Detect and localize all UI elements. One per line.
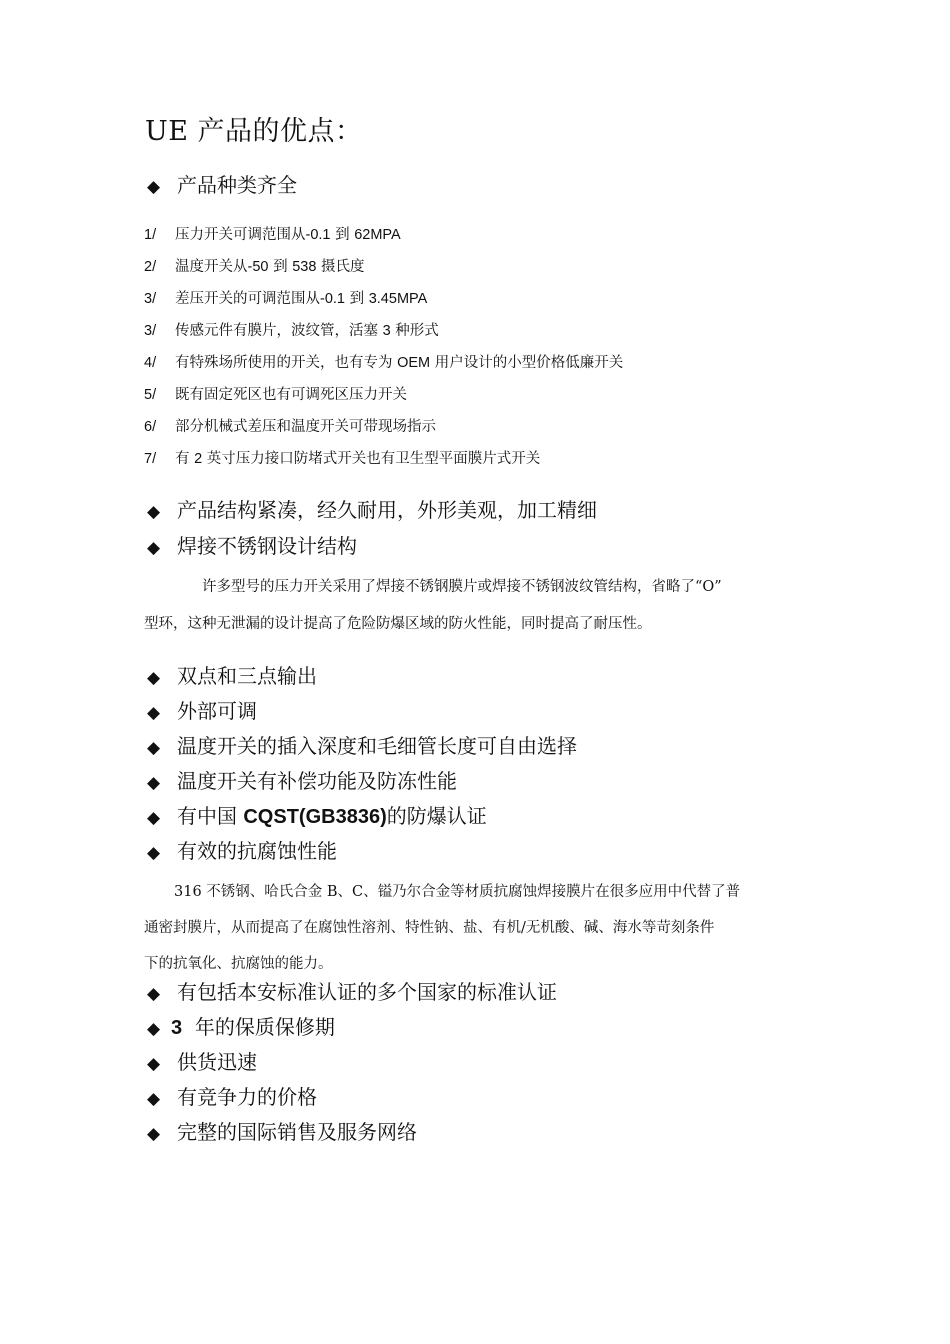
bullet-price: ◆ 有竞争力的价格: [147, 1082, 317, 1114]
list-item: 5/ 既有固定死区也有可调死区压力开关: [144, 387, 407, 403]
diamond-bullet-icon: ◆: [147, 177, 161, 197]
diamond-bullet-icon: ◆: [147, 1054, 161, 1074]
list-item: 4/ 有特殊场所使用的开关，也有专为 OEM 用户设计的小型价格低廉开关: [144, 355, 624, 371]
bullet-dual-output: ◆ 双点和三点输出: [147, 661, 317, 693]
bullet-external-adjust: ◆ 外部可调: [147, 696, 257, 728]
diamond-bullet-icon: ◆: [147, 1089, 161, 1109]
list-item: 1/ 压力开关可调范围从-0.1 到 62MPA: [144, 227, 401, 243]
paragraph-corrosion-line-2: 通密封膜片，从而提高了在腐蚀性溶剂、特性钠、盐、有机/无机酸、碱、海水等苛刻条件: [144, 920, 715, 936]
diamond-bullet-icon: ◆: [147, 808, 161, 828]
paragraph-corrosion-line-1: 316 不锈钢、哈氏合金 B、C、镒乃尔合金等材质抗腐蚀焊接膜片在很多应用中代替了普: [174, 884, 741, 900]
bullet-standards: ◆ 有包括本安标准认证的多个国家的标准认证: [147, 977, 557, 1009]
list-item: 3/ 传感元件有膜片，波纹管，活塞 3 种形式: [144, 323, 439, 339]
bullet-insertion-depth: ◆ 温度开关的插入深度和毛细管长度可自由选择: [147, 731, 577, 763]
bullet-fast-supply: ◆ 供货迅速: [147, 1047, 257, 1079]
list-item: 3/ 差压开关的可调范围从-0.1 到 3.45MPA: [144, 291, 428, 307]
list-item: 6/ 部分机械式差压和温度开关可带现场指示: [144, 419, 436, 435]
diamond-bullet-icon: ◆: [147, 538, 161, 558]
bullet-corrosion: ◆ 有效的抗腐蚀性能: [147, 836, 337, 868]
diamond-bullet-icon: ◆: [147, 668, 161, 688]
diamond-bullet-icon: ◆: [147, 843, 161, 863]
diamond-bullet-icon: ◆: [147, 773, 161, 793]
list-item: 2/ 温度开关从-50 到 538 摄氏度: [144, 259, 365, 275]
paragraph-corrosion-line-3: 下的抗氧化、抗腐蚀的能力。: [144, 956, 333, 972]
bullet-service-network: ◆ 完整的国际销售及服务网络: [147, 1117, 417, 1149]
list-item: 7/ 有 2 英寸压力接口防堵式开关也有卫生型平面膜片式开关: [144, 451, 541, 467]
paragraph-welded-line-1: 许多型号的压力开关采用了焊接不锈钢膜片或焊接不锈钢波纹管结构，省略了“O”: [202, 579, 722, 595]
diamond-bullet-icon: ◆: [147, 502, 161, 522]
diamond-bullet-icon: ◆: [147, 1019, 161, 1039]
diamond-bullet-icon: ◆: [147, 984, 161, 1004]
bullet-warranty: ◆ 3 年的保质保修期: [147, 1012, 335, 1044]
bullet-compensation: ◆ 温度开关有补偿功能及防冻性能: [147, 766, 457, 798]
diamond-bullet-icon: ◆: [147, 1124, 161, 1144]
diamond-bullet-icon: ◆: [147, 738, 161, 758]
paragraph-welded-line-2: 型环，这种无泄漏的设计提高了危险防爆区域的防火性能，同时提高了耐压性。: [144, 616, 652, 632]
bullet-welded-steel: ◆ 焊接不锈钢设计结构: [147, 531, 357, 563]
page-title: UE 产品的优点：: [145, 116, 363, 147]
diamond-bullet-icon: ◆: [147, 703, 161, 723]
bullet-compact-structure: ◆ 产品结构紧凑，经久耐用，外形美观，加工精细: [147, 495, 597, 527]
bullet-cqst-cert: ◆ 有中国 CQST(GB3836)的防爆认证: [147, 801, 487, 833]
bullet-product-range: ◆ 产品种类齐全: [147, 170, 297, 202]
